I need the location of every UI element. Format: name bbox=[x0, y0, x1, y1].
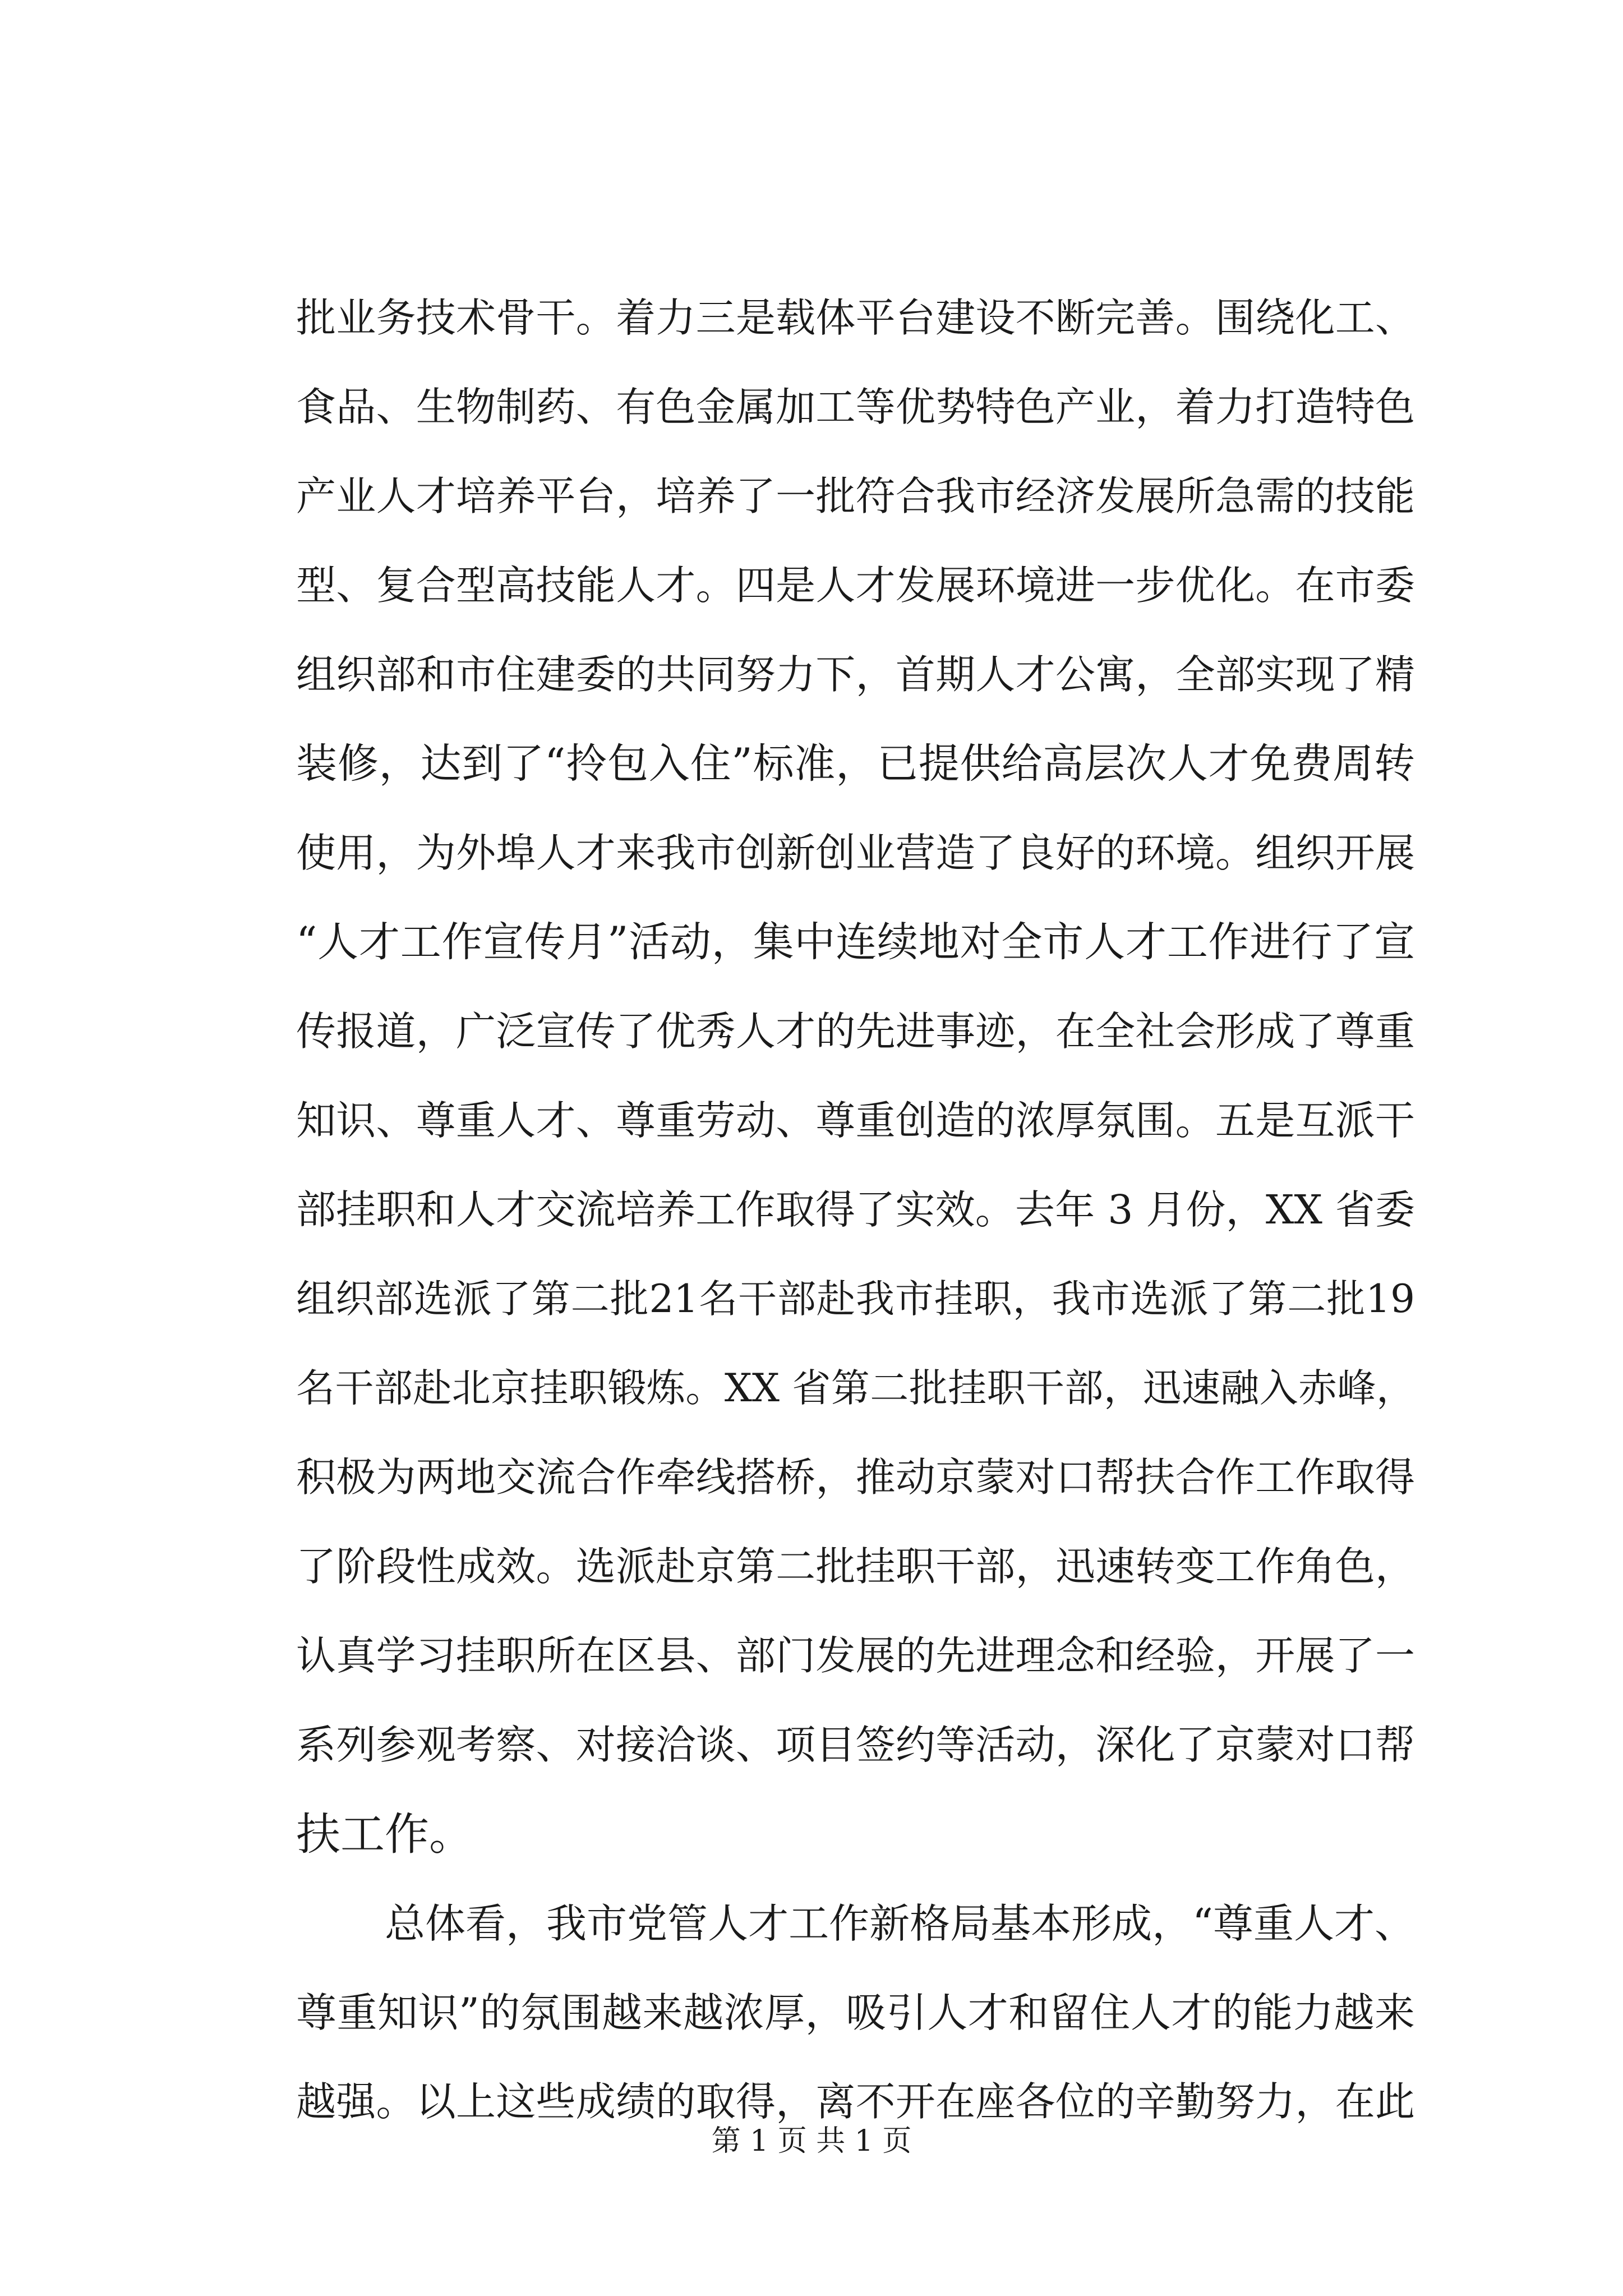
text-line: 批业务技术骨干。着力三是载体平台建设不断完善。围绕化工、 bbox=[296, 295, 1415, 341]
text-line: 组织部和市住建委的共同努力下，首期人才公寓，全部实现了精 bbox=[296, 651, 1415, 698]
text-line: 越强。以上这些成绩的取得，离不开在座各位的辛勤努力，在此 bbox=[296, 2078, 1415, 2125]
text-line: 知识、尊重人才、尊重劳动、尊重创造的浓厚氛围。五是互派干 bbox=[296, 1097, 1415, 1144]
text-line: 扶工作。 bbox=[296, 1809, 473, 1860]
text-line: 名干部赴北京挂职锻炼。XX 省第二批挂职干部，迅速融入赤峰， bbox=[296, 1366, 1415, 1411]
text-line: 食品、生物制药、有色金属加工等优势特色产业，着力打造特色 bbox=[296, 384, 1415, 430]
text-line: 部挂职和人才交流培养工作取得了实效。去年 3 月份，XX 省委 bbox=[296, 1186, 1415, 1233]
text-line: “人才工作宣传月”活动，集中连续地对全市人才工作进行了宣 bbox=[296, 918, 1415, 966]
text-line: 积极为两地交流合作牵线搭桥，推动京蒙对口帮扶合作工作取得 bbox=[296, 1454, 1415, 1501]
page-number-footer: 第 1 页 共 1 页 bbox=[711, 2124, 912, 2158]
text-line: 了阶段性成效。选派赴京第二批挂职干部，迅速转变工作角色， bbox=[296, 1543, 1415, 1590]
text-line: 装修，达到了“拎包入住”标准，已提供给高层次人才免费周转 bbox=[296, 740, 1415, 788]
text-line: 尊重知识”的氛围越来越浓厚，吸引人才和留住人才的能力越来 bbox=[296, 1989, 1415, 2036]
text-line: 产业人才培养平台，培养了一批符合我市经济发展所急需的技能 bbox=[296, 473, 1415, 519]
text-line: 型、复合型高技能人才。四是人才发展环境进一步优化。在市委 bbox=[296, 562, 1415, 609]
text-line: 系列参观考察、对接洽谈、项目签约等活动，深化了京蒙对口帮 bbox=[296, 1722, 1415, 1768]
text-line: 组织部选派了第二批21名干部赴我市挂职，我市选派了第二批19 bbox=[296, 1277, 1415, 1322]
text-line: 使用，为外埠人才来我市创新创业营造了良好的环境。组织开展 bbox=[296, 830, 1415, 876]
paragraph-first-line: 总体看，我市党管人才工作新格局基本形成，“尊重人才、 bbox=[385, 1900, 1415, 1947]
text-line: 传报道，广泛宣传了优秀人才的先进事迹，在全社会形成了尊重 bbox=[296, 1008, 1415, 1055]
text-line: 认真学习挂职所在区县、部门发展的先进理念和经验，开展了一 bbox=[296, 1632, 1415, 1679]
